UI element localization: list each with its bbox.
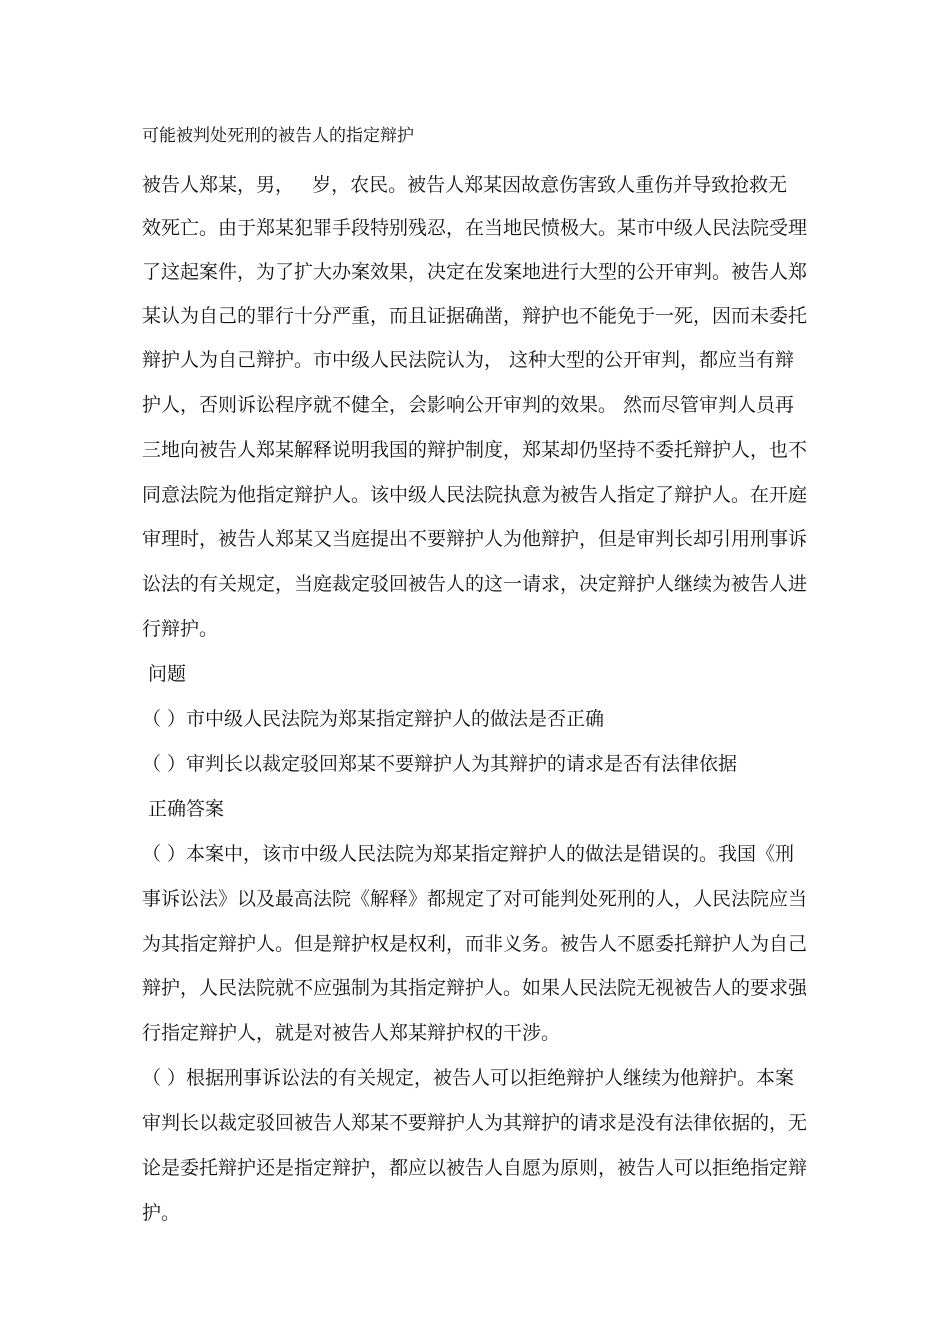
questions-heading: 问题 xyxy=(142,663,187,685)
case-line: 同意法院为他指定辩护人。该中级人民法院执意为被告人指定了辩护人。在开庭 xyxy=(142,484,808,506)
answer-line: 论是委托辩护还是指定辩护，都应以被告人自愿为原则，被告人可以拒绝指定辩 xyxy=(142,1157,808,1179)
question-item: （ ）审判长以裁定驳回郑某不要辩护人为其辩护的请求是否有法律依据 xyxy=(142,753,738,775)
answer-line: 辩护，人民法院就不应强制为其指定辩护人。如果人民法院无视被告人的要求强 xyxy=(142,977,808,999)
case-line: 审理时，被告人郑某又当庭提出不要辩护人为他辩护，但是审判长却引用刑事诉 xyxy=(142,528,808,550)
case-line: 三地向被告人郑某解释说明我国的辩护制度，郑某却仍坚持不委托辩护人，也不 xyxy=(142,439,808,461)
answer-line: 护。 xyxy=(142,1202,181,1224)
case-line: 效死亡。由于郑某犯罪手段特别残忍，在当地民愤极大。某市中级人民法院受理 xyxy=(142,217,808,239)
answer-line: （ ）根据刑事诉讼法的有关规定，被告人可以拒绝辩护人继续为他辩护。本案 xyxy=(142,1067,795,1089)
answer-line: 为其指定辩护人。但是辩护权是权利，而非义务。被告人不愿委托辩护人为自己 xyxy=(142,933,808,955)
answer-line: 事诉讼法》以及最高法院《解释》都规定了对可能判处死刑的人，人民法院应当 xyxy=(142,888,808,910)
answer-line: 审判长以裁定驳回被告人郑某不要辩护人为其辩护的请求是没有法律依据的，无 xyxy=(142,1112,808,1134)
answer-line: （ ）本案中，该市中级人民法院为郑某指定辩护人的做法是错误的。我国《刑 xyxy=(142,843,795,865)
case-line: 讼法的有关规定，当庭裁定驳回被告人的这一请求，决定辩护人继续为被告人进 xyxy=(142,573,808,595)
answer-line: 行指定辩护人，就是对被告人郑某辩护权的干涉。 xyxy=(142,1022,561,1044)
document-title: 可能被判处死刑的被告人的指定辩护 xyxy=(142,126,414,146)
question-item: （ ）市中级人民法院为郑某指定辩护人的做法是否正确 xyxy=(142,708,605,730)
case-line: 了这起案件，为了扩大办案效果，决定在发案地进行大型的公开审判。被告人郑 xyxy=(142,261,808,283)
case-line: 被告人郑某，男， 岁，农民。被告人郑某因故意伤害致人重伤并导致抢救无 xyxy=(142,174,788,196)
case-line: 护人，否则诉讼程序就不健全，会影响公开审判的效果。 然而尽管审判人员再 xyxy=(142,394,795,416)
case-line: 行辩护。 xyxy=(142,618,219,640)
case-line: 某认为自己的罪行十分严重，而且证据确凿，辩护也不能免于一死，因而未委托 xyxy=(142,305,808,327)
answers-heading: 正确答案 xyxy=(142,798,225,820)
case-line: 辩护人为自己辩护。市中级人民法院认为， 这种大型的公开审判，都应当有辩 xyxy=(142,349,795,371)
